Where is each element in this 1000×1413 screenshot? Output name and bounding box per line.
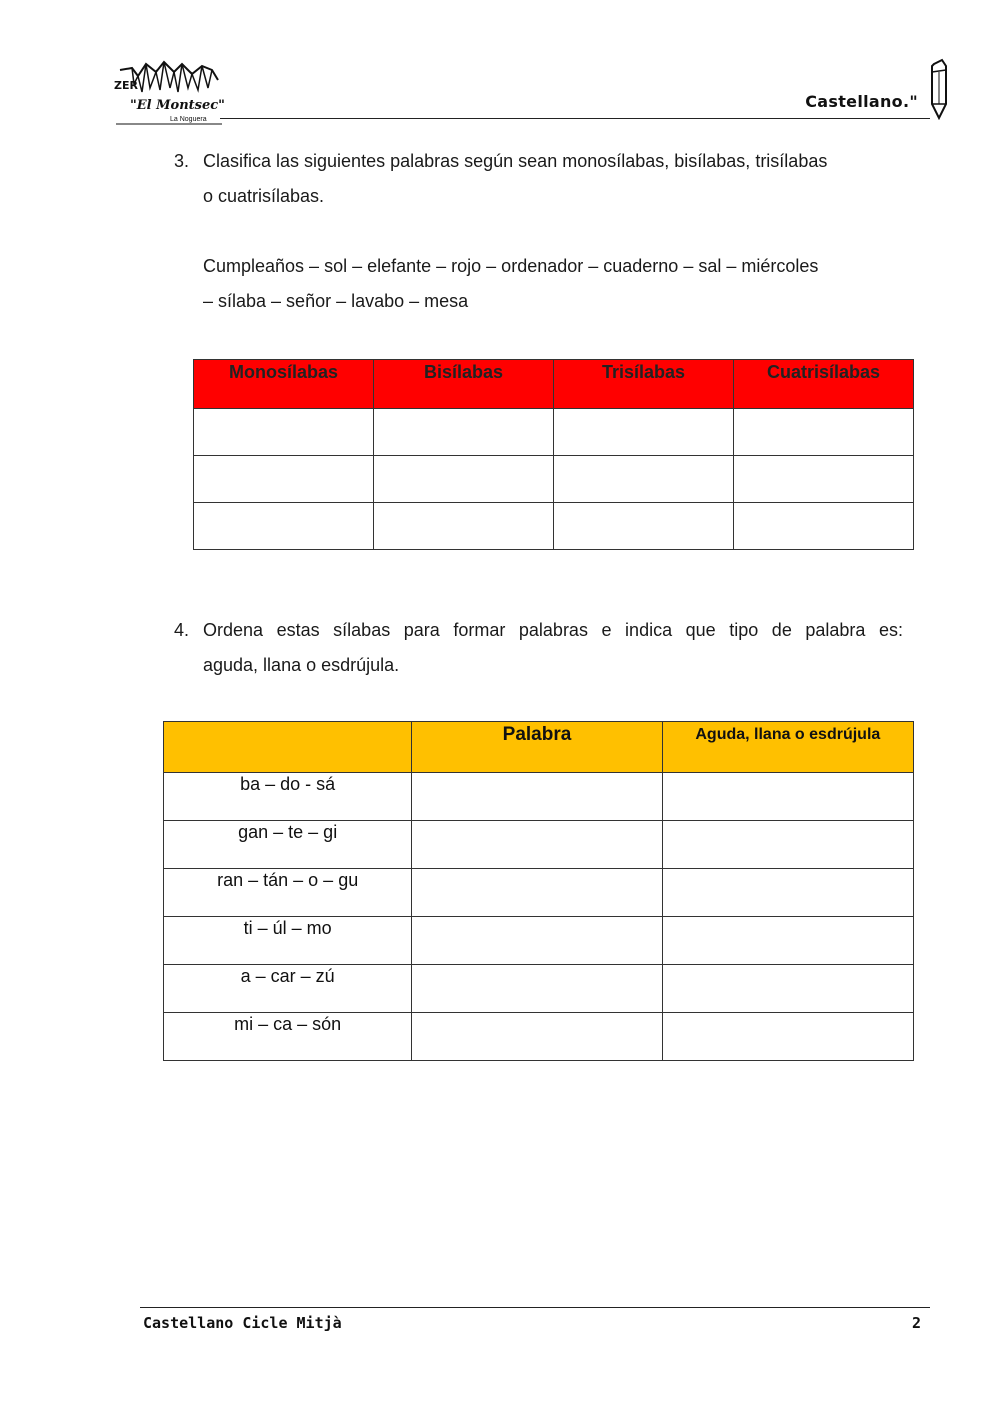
exercise-3-number: 3. [174, 151, 190, 171]
table-row [164, 1013, 914, 1061]
table-row [164, 773, 914, 821]
header-cuatrisilabas: Cuatrisílabas [734, 360, 914, 409]
table-header-row [194, 360, 914, 409]
school-logo [112, 58, 224, 128]
answer-cell[interactable] [662, 869, 913, 917]
answer-cell[interactable] [662, 1013, 913, 1061]
answer-cell[interactable] [662, 821, 913, 869]
table-header-row [164, 722, 914, 773]
header-monosilabas: Monosílabas [194, 360, 374, 409]
answer-cell[interactable] [412, 965, 662, 1013]
logo-subtitle: La Noguera [170, 116, 207, 123]
header-tipo: Aguda, llana o esdrújula [662, 722, 913, 773]
syllables-cell: ti – úl – mo [164, 917, 412, 965]
table-row [164, 917, 914, 965]
logo-name: "El Montsec" [130, 98, 225, 113]
answer-cell[interactable] [662, 773, 913, 821]
mountain-icon [112, 58, 224, 128]
table-row [194, 456, 914, 503]
table-row [164, 821, 914, 869]
exercise-3-line-1: Clasifica las siguientes palabras según sean monosílabas, bisílabas, trisílabas [203, 151, 828, 171]
answer-cell[interactable] [374, 456, 554, 503]
answer-cell[interactable] [374, 503, 554, 550]
header-bisilabas: Bisílabas [374, 360, 554, 409]
answer-cell[interactable] [554, 456, 734, 503]
exercise-3-instruction [0, 144, 1000, 224]
syllables-cell: ran – tán – o – gu [164, 869, 412, 917]
table-row [194, 409, 914, 456]
exercise-4-line-2: aguda, llana o esdrújula. [203, 655, 400, 675]
answer-cell[interactable] [662, 917, 913, 965]
answer-cell[interactable] [734, 503, 914, 550]
answer-cell[interactable] [554, 503, 734, 550]
header-trisilabas: Trisílabas [554, 360, 734, 409]
answer-cell[interactable] [194, 456, 374, 503]
answer-cell[interactable] [662, 965, 913, 1013]
answer-cell[interactable] [194, 409, 374, 456]
footer-divider [140, 1307, 930, 1308]
table-row [164, 869, 914, 917]
syllables-cell: a – car – zú [164, 965, 412, 1013]
answer-cell[interactable] [554, 409, 734, 456]
table-row [194, 503, 914, 550]
page-number: 2 [912, 1314, 922, 1332]
header-divider [220, 118, 930, 119]
footer-course: Castellano Cicle Mitjà [143, 1314, 342, 1332]
syllable-ordering-table [163, 721, 914, 1061]
exercise-4-number: 4. [174, 620, 190, 640]
answer-cell[interactable] [412, 869, 662, 917]
exercise-3-line-2: o cuatrisílabas. [203, 186, 325, 206]
header-palabra: Palabra [412, 722, 662, 773]
logo-letters: ZER [114, 79, 138, 92]
answer-cell[interactable] [412, 821, 662, 869]
syllables-cell: mi – ca – són [164, 1013, 412, 1061]
exercise-4-instruction [0, 613, 1000, 693]
answer-cell[interactable] [374, 409, 554, 456]
word-list-line-1: Cumpleaños – sol – elefante – rojo – ordenador – cuaderno – sal – miércoles [203, 256, 819, 276]
answer-cell[interactable] [734, 456, 914, 503]
answer-cell[interactable] [412, 1013, 662, 1061]
answer-cell[interactable] [412, 773, 662, 821]
header-title: Castellano." [805, 92, 918, 111]
word-list-line-2: – sílaba – señor – lavabo – mesa [203, 291, 469, 311]
exercise-4-line-1: Ordena estas sílabas para formar palabras e indica que tipo de palabra es: [203, 620, 903, 640]
answer-cell[interactable] [412, 917, 662, 965]
header-syllables [164, 722, 412, 773]
syllables-cell: ba – do - sá [164, 773, 412, 821]
word-list [0, 249, 1000, 329]
syllable-classification-table [193, 359, 914, 550]
syllables-cell: gan – te – gi [164, 821, 412, 869]
answer-cell[interactable] [194, 503, 374, 550]
table-row [164, 965, 914, 1013]
pencil-icon [926, 58, 950, 120]
answer-cell[interactable] [734, 409, 914, 456]
